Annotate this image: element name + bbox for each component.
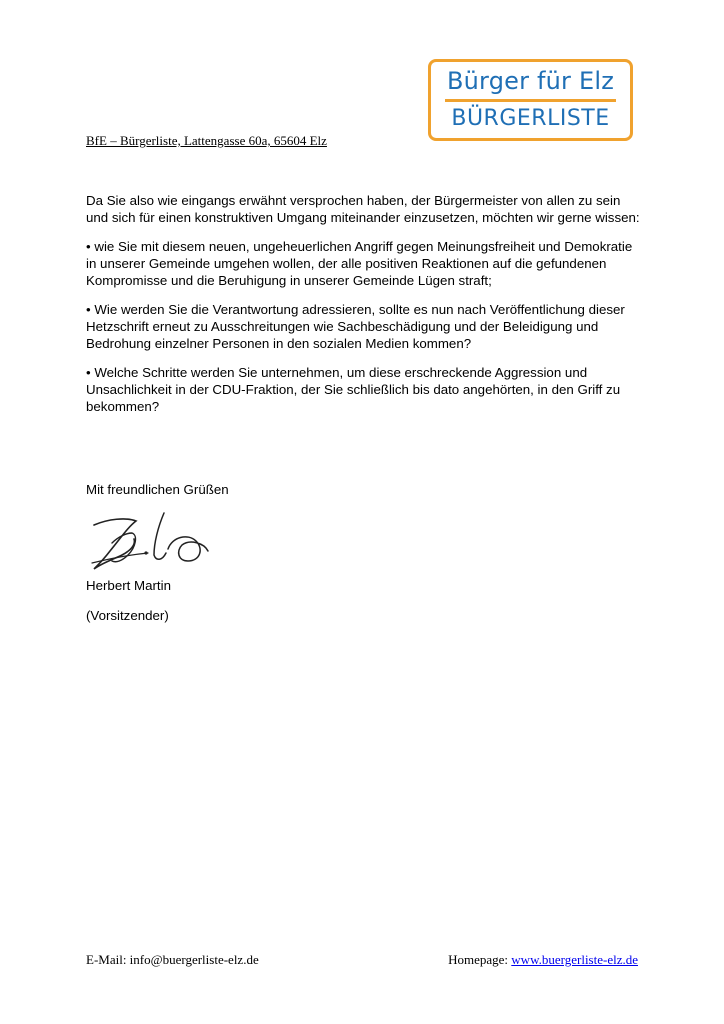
signer-name: Herbert Martin <box>86 578 171 593</box>
paragraph-intro: Da Sie also wie eingangs erwähnt versprochen haben, der Bürgermeister von allen zu sein und sich für einen konstruktiven Umgang miteinander einzusetzen, möchten wir gerne wissen: <box>86 193 640 225</box>
signer-role: (Vorsitzender) <box>86 608 169 623</box>
footer-homepage <box>448 952 638 968</box>
paragraph-question-1: • wie Sie mit diesem neuen, ungeheuerlichen Angriff gegen Meinungsfreiheit und Demokratie in unserer Gemeinde umgehen wollen, der alle positiven Reaktionen auf die gefundenen Kompromisse und die Beruhigung in unserer Gemeinde Lügen straft; <box>86 239 633 288</box>
sender-address: BfE – Bürgerliste, Lattengasse 60a, 65604 Elz <box>86 133 327 148</box>
paragraph-question-2: • Wie werden Sie die Verantwortung adressieren, sollte es nun nach Veröffentlichung dieser Hetzschrift erneut zu Ausschreitungen wie Sachbeschädigung und der Beleidigung und Bedrohung einzelner Personen in den sozialen Medien kommen? <box>86 302 625 351</box>
handwritten-signature <box>88 503 218 575</box>
buergerliste-logo <box>428 59 633 141</box>
letter-body <box>86 192 646 427</box>
closing-greeting: Mit freundlichen Grüßen <box>86 482 229 497</box>
paragraph-question-3: • Welche Schritte werden Sie unternehmen, um diese erschreckende Aggression und Unsachlichkeit in der CDU-Fraktion, der Sie schließlich bis dato angehörten, in den Griff zu bekommen? <box>86 365 621 414</box>
logo-line2: BÜRGERLISTE <box>451 106 610 131</box>
homepage-link[interactable]: www.buergerliste-elz.de <box>511 952 638 967</box>
footer-email: E-Mail: info@buergerliste-elz.de <box>86 952 259 967</box>
homepage-label: Homepage: <box>448 952 512 967</box>
logo-divider <box>445 99 616 102</box>
logo-line1: Bürger für Elz <box>446 67 614 95</box>
